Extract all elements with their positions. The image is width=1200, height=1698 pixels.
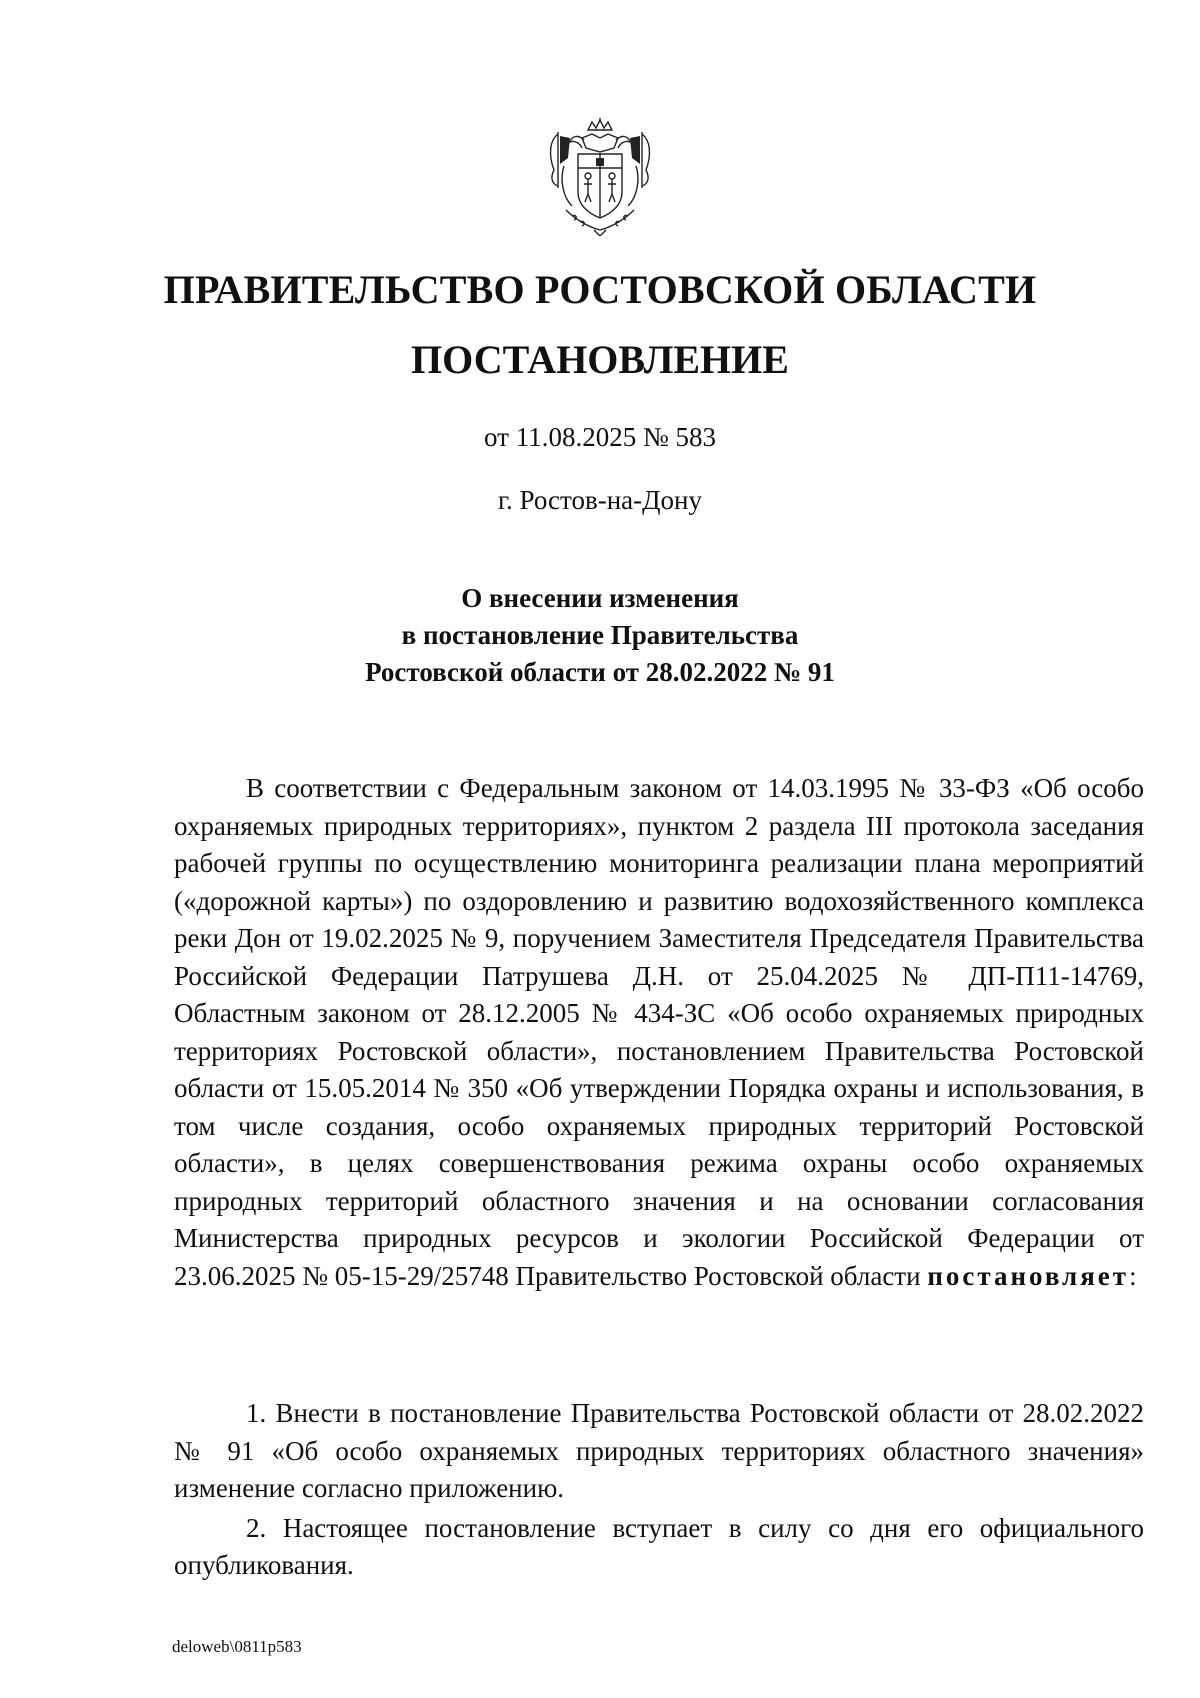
coat-of-arms-icon (544, 118, 656, 236)
decree-word: постановляет (927, 1260, 1130, 1291)
organization-title: ПРАВИТЕЛЬСТВО РОСТОВСКОЙ ОБЛАСТИ (163, 267, 1037, 312)
document-city: г. Ростов-на-Дону (497, 485, 702, 515)
preamble-block (174, 770, 1144, 1295)
decree-colon: : (1129, 1260, 1137, 1291)
document-type-heading: ПОСТАНОВЛЕНИЕ (411, 337, 789, 382)
subject-line: Ростовской области от 28.02.2022 № 91 (365, 657, 835, 687)
document-subject (0, 580, 1200, 691)
preamble-text: В соответствии с Федеральным законом от 14.03.1995 № 33-ФЗ «Об особо охраняемых природных территориях», пунктом 2 раздела III протокола заседания рабочей группы по осуществлению мониторинга реализации плана мероприятий («дорожной карты») по оздоровлению и развитию водохозяйственного комплекса реки Дон от 19.02.2025 № 9, поручением Заместителя Председателя Правительства Российской Федерации Патрушева Д.Н. от 25.04.2025 № ДП-П11-14769, Областным законом от 28.12.2005 № 434-ЗС «Об особо охраняемых природных территориях Ростовской области», постановлением Правительства Ростовской области от 15.05.2014 № 350 «Об утверждении Порядка охраны и использования, в том числе создания, особо охраняемых природных территорий Ростовской области», в целях совершенствования режима охраны особо охраняемых природных территорий областного значения и на основании согласования Министерства природных ресурсов и экологии Российской Федерации от 23.06.2025 № 05-15-29/25748 Правительство Ростовской области (174, 773, 1144, 1291)
file-reference-code: deloweb\0811p583 (172, 1637, 302, 1656)
preamble-paragraph (174, 770, 1144, 1295)
decree-item-2: 2. Настоящее постановление вступает в силу со дня его официального опубликования. (174, 1512, 1144, 1580)
subject-line: в постановление Правительства (401, 620, 799, 650)
subject-line: О внесении изменения (461, 583, 739, 613)
decree-items (174, 1395, 1144, 1585)
decree-item-1: 1. Внести в постановление Правительства Ростовской области от 28.02.2022 № 91 «Об особо охраняемых природных территориях областного значения» изменение согласно приложению. (174, 1398, 1144, 1503)
document-date-number: от 11.08.2025 № 583 (484, 422, 716, 452)
